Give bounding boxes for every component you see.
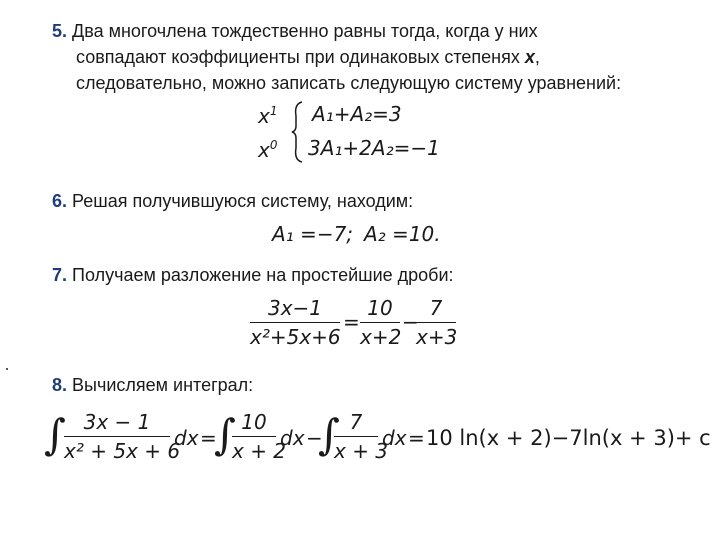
system-power-x1: $x^1$ — [258, 104, 278, 128]
solution-a1: A₁ =−7; — [272, 222, 354, 246]
system-brace — [290, 100, 304, 164]
step-number: 7. — [52, 265, 68, 285]
step-text: Решая получившуюся систему, находим: — [72, 191, 414, 211]
denominator: x+2 — [360, 325, 402, 349]
integral-equals-2: = — [408, 426, 425, 450]
integral-equals-1: = — [200, 426, 217, 450]
integral-fraction-1 — [64, 410, 181, 463]
differential-dx-2: dx — [280, 426, 305, 450]
step-number: 6. — [52, 191, 68, 211]
integral-sign-3: ∫ — [318, 410, 340, 459]
step-text: Получаем разложение на простейшие дроби: — [72, 265, 454, 285]
system-power-x0: $x^0$ — [258, 138, 278, 162]
decomp-term-2 — [416, 296, 456, 349]
decomp-minus: − — [402, 310, 419, 334]
step-text: , — [534, 47, 540, 67]
decomp-term-1 — [360, 296, 400, 349]
denominator: x + 3 — [334, 439, 389, 463]
integral-fraction-2 — [232, 410, 287, 463]
integral-sign-2: ∫ — [214, 410, 236, 459]
step-number: 5. — [52, 21, 68, 41]
step-text: совпадают коэффициенты при одинаковых степенях — [76, 47, 525, 67]
step-5-line-2 — [76, 46, 540, 68]
step-6 — [52, 190, 413, 212]
step-5-line-1 — [52, 20, 538, 42]
denominator: x+3 — [416, 325, 458, 349]
decomp-equals: = — [343, 310, 360, 334]
numerator: 7 — [349, 410, 363, 434]
decomp-lhs-fraction — [250, 296, 340, 349]
integral-sign-1: ∫ — [44, 410, 66, 459]
step-8 — [52, 374, 253, 396]
stray-dot — [6, 368, 8, 370]
system-equation-2: 3A₁+2A₂=−1 — [308, 136, 440, 160]
numerator: 7 — [429, 296, 443, 320]
variable-x: x — [524, 47, 535, 67]
differential-dx-1: dx — [174, 426, 199, 450]
step-7 — [52, 264, 454, 286]
denominator: x + 2 — [232, 439, 287, 463]
step-5-line-3: следовательно, можно записать следующую систему уравнений: — [76, 73, 622, 93]
denominator: x²+5x+6 — [250, 325, 341, 349]
integral-fraction-3 — [334, 410, 389, 463]
numerator: 3x−1 — [267, 296, 323, 320]
system-equation-1: A₁+A₂=3 — [312, 102, 402, 126]
numerator: 3x − 1 — [83, 410, 151, 434]
step-number: 8. — [52, 375, 68, 395]
step-text: Два многочлена тождественно равны тогда, когда у них — [72, 21, 538, 41]
integral-result: 10 ln(x + 2)−7ln(x + 3)+ c — [426, 426, 711, 450]
step-text: Вычисляем интеграл: — [72, 375, 254, 395]
differential-dx-3: dx — [382, 426, 407, 450]
integral-minus: − — [306, 426, 323, 450]
numerator: 10 — [367, 296, 393, 320]
solution-a2: A₂ =10. — [364, 222, 441, 246]
denominator: x² + 5x + 6 — [64, 439, 181, 463]
numerator: 10 — [241, 410, 267, 434]
